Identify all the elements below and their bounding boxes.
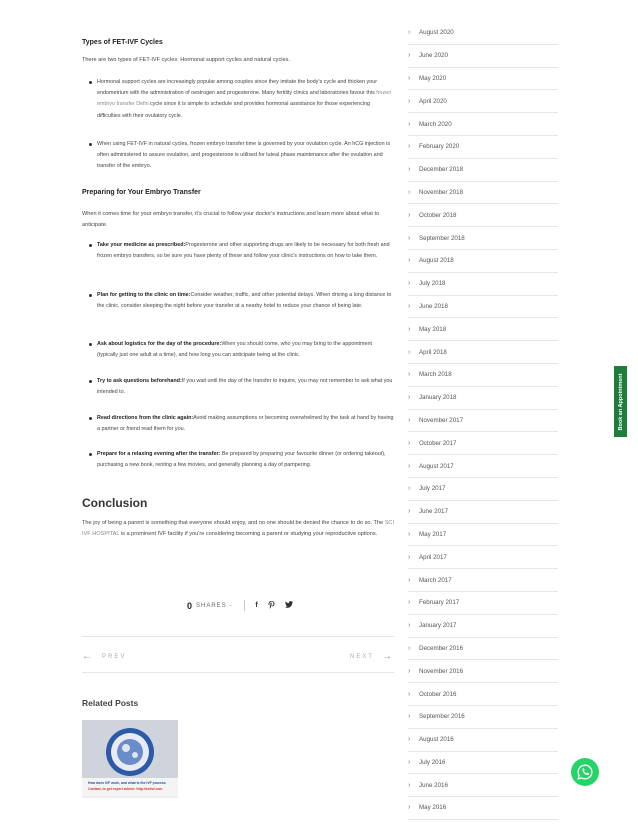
arrow-left-icon: ← xyxy=(82,651,94,662)
chevron-right-icon: › xyxy=(408,29,411,37)
chevron-right-icon: › xyxy=(408,74,411,82)
list-item: Try to ask questions beforehand:If you wait until the day of the transfer to inquire, you may not remember to ask what you intended to. xyxy=(82,376,394,398)
chevron-right-icon: › xyxy=(408,97,411,105)
share-label: SHARES xyxy=(196,602,227,609)
archive-item[interactable]: › April 2018 xyxy=(408,341,558,364)
chevron-right-icon: › xyxy=(408,120,411,128)
conclusion-text: The joy of being a parent is something that everyone should enjoy, and no one should be denied the chance to do so. The SCI IVF HOSPITAL is a prominent IVF facility if you're considering becoming a parent or studying your reproductive options. xyxy=(82,520,395,537)
chevron-right-icon: › xyxy=(408,667,411,675)
archive-item[interactable]: › May 2020 xyxy=(408,68,558,91)
divider xyxy=(82,672,394,673)
facebook-icon[interactable]: f xyxy=(255,602,258,609)
archive-item[interactable]: › August 2017 xyxy=(408,455,558,478)
archive-item[interactable]: › July 2016 xyxy=(408,752,558,775)
archive-item[interactable]: › June 2016 xyxy=(408,774,558,797)
whatsapp-icon xyxy=(577,764,593,780)
list-item: Take your medicine as prescribed:Progesterone and other supporting drugs are likely to be necessary for both fresh and frozen embryo transfers, so be sure you have plenty of these and follow your clinic's instructions on how to take them. xyxy=(82,240,394,262)
list-item: Read directions from the clinic again:Avoid making assumptions or becoming overwhelmed by the task at hand by having a partner or friend read them for you. xyxy=(82,413,394,435)
prev-link[interactable]: ← PREV xyxy=(82,651,127,662)
archive-item[interactable]: › May 2016 xyxy=(408,797,558,820)
chevron-right-icon: › xyxy=(408,371,411,379)
types-heading: Types of FET-IVF Cycles xyxy=(82,39,163,46)
next-link[interactable]: NEXT → xyxy=(349,651,394,662)
archive-item[interactable]: › June 2020 xyxy=(408,45,558,68)
divider xyxy=(244,600,245,611)
conclusion-heading: Conclusion xyxy=(82,496,148,510)
prep-intro: When it comes time for your embryo transfer, it's crucial to follow your doctor's instructions and learn more about what to anticipate. xyxy=(82,211,380,228)
archive-item[interactable]: › March 2017 xyxy=(408,569,558,592)
related-posts-heading: Related Posts xyxy=(82,698,139,708)
chevron-right-icon: › xyxy=(408,758,411,766)
chevron-right-icon: › xyxy=(408,394,411,402)
chevron-right-icon: › xyxy=(408,530,411,538)
chevron-right-icon: › xyxy=(408,804,411,812)
list-item: When using FET-IVF in natural cycles, frozen embryo transfer time is governed by your ovulation cycle. An hCG injection is often administered to assure ovulation, and progesterone is utilised for luteal phase maintenance after the ovulation and transfer of the embryo. xyxy=(82,139,394,173)
chevron-right-icon: › xyxy=(408,325,411,333)
archive-item[interactable]: › July 2018 xyxy=(408,273,558,296)
thumb-caption: How does IVF work, and what is the IVF process xyxy=(88,781,166,785)
sci-ivf-link[interactable]: SCI IVF HOSPITAL xyxy=(82,520,395,537)
archive-item[interactable]: › April 2020 xyxy=(408,90,558,113)
archive-item[interactable]: › October 2018 xyxy=(408,204,558,227)
archive-item[interactable]: › March 2018 xyxy=(408,364,558,387)
archive-item[interactable]: › May 2018 xyxy=(408,318,558,341)
archive-item[interactable]: › January 2018 xyxy=(408,387,558,410)
chevron-right-icon: › xyxy=(408,280,411,288)
chevron-right-icon: › xyxy=(408,143,411,151)
chevron-right-icon: › xyxy=(408,736,411,744)
twitter-icon[interactable] xyxy=(285,601,293,610)
chevron-right-icon: › xyxy=(408,166,411,174)
share-bar: 0 SHARES - f xyxy=(187,600,303,611)
archive-item[interactable]: › February 2020 xyxy=(408,136,558,159)
archive-item[interactable]: › July 2017 xyxy=(408,478,558,501)
list-item: Prepare for a relaxing evening after the transfer: Be prepared by preparing your favourite dinner (or ordering takeout), purchasing a new book, renting a few movies, and generally planning a day of pampering. xyxy=(82,449,394,471)
pinterest-icon[interactable] xyxy=(268,601,275,611)
chevron-right-icon: › xyxy=(408,188,411,196)
archive-item[interactable]: › October 2016 xyxy=(408,683,558,706)
archive-item[interactable]: › August 2018 xyxy=(408,250,558,273)
archive-item[interactable]: › December 2016 xyxy=(408,638,558,661)
chevron-right-icon: › xyxy=(408,302,411,310)
chevron-right-icon: › xyxy=(408,713,411,721)
archive-item[interactable]: › June 2018 xyxy=(408,296,558,319)
chevron-right-icon: › xyxy=(408,257,411,265)
list-item: Hormonal support cycles are increasingly popular among couples since they imitate the body's cycle and thicken your endometrium with the administration of oestrogen and progesterone. Many fertility clinics and laboratories favour this frozen embryo transfer Delhi cycle since it is simple to schedule and provides hormonal assistance for those experiencing difficulties with their ovulatory cycle. xyxy=(82,77,394,122)
archive-item[interactable]: › August 2016 xyxy=(408,729,558,752)
archive-item[interactable]: › November 2017 xyxy=(408,410,558,433)
archive-item[interactable]: › January 2017 xyxy=(408,615,558,638)
chevron-right-icon: › xyxy=(408,462,411,470)
chevron-right-icon: › xyxy=(408,348,411,356)
chevron-right-icon: › xyxy=(408,690,411,698)
chevron-right-icon: › xyxy=(408,644,411,652)
archive-item[interactable]: › May 2017 xyxy=(408,524,558,547)
archive-item[interactable]: › October 2017 xyxy=(408,432,558,455)
chevron-right-icon: › xyxy=(408,211,411,219)
chevron-right-icon: › xyxy=(408,599,411,607)
whatsapp-button[interactable] xyxy=(571,758,599,786)
chevron-right-icon: › xyxy=(408,781,411,789)
chevron-right-icon: › xyxy=(408,52,411,60)
archive-item[interactable]: › April 2017 xyxy=(408,546,558,569)
archive-item[interactable]: › November 2018 xyxy=(408,182,558,205)
thumb-caption-2: Contact, to get expert advice: http://sciivf.com xyxy=(88,787,163,791)
related-post-thumbnail[interactable] xyxy=(82,720,178,798)
chevron-right-icon: › xyxy=(408,485,411,493)
archive-item[interactable]: › August 2020 xyxy=(408,22,558,45)
archive-item[interactable]: › September 2016 xyxy=(408,706,558,729)
chevron-right-icon: › xyxy=(408,508,411,516)
archive-item[interactable]: › December 2018 xyxy=(408,159,558,182)
chevron-right-icon: › xyxy=(408,553,411,561)
archive-item[interactable]: › March 2020 xyxy=(408,113,558,136)
archive-item[interactable]: › November 2016 xyxy=(408,660,558,683)
list-item: Plan for getting to the clinic on time:Consider weather, traffic, and other potential delays. When driving a long distance to the clinic, consider sleeping the night before your transfer at a nearby hotel to reduce your chance of being late. xyxy=(82,290,394,312)
list-item: Ask about logistics for the day of the procedure:When you should come, who you may bring to the appointment (typically just one adult at a time), and how long you can anticipate being at the clinic. xyxy=(82,339,394,361)
frozen-embryo-link[interactable]: frozen embryo transfer Delhi xyxy=(97,90,392,108)
archive-item[interactable]: › September 2018 xyxy=(408,227,558,250)
share-count: 0 xyxy=(187,600,193,611)
chevron-right-icon: › xyxy=(408,622,411,630)
chevron-right-icon: › xyxy=(408,439,411,447)
archives-list xyxy=(408,22,558,820)
divider xyxy=(82,636,394,637)
archive-item[interactable]: › February 2017 xyxy=(408,592,558,615)
types-intro: There are two types of FET-IVF cycles: Hormonal support cycles and natural cycles. xyxy=(82,57,290,63)
book-appointment-button[interactable]: Book an Appointment xyxy=(614,366,627,437)
chevron-right-icon: › xyxy=(408,234,411,242)
prep-heading: Preparing for Your Embryo Transfer xyxy=(82,189,201,196)
chevron-right-icon: › xyxy=(408,576,411,584)
chevron-right-icon: › xyxy=(408,416,411,424)
archive-item[interactable]: › June 2017 xyxy=(408,501,558,524)
arrow-right-icon: → xyxy=(382,651,394,662)
